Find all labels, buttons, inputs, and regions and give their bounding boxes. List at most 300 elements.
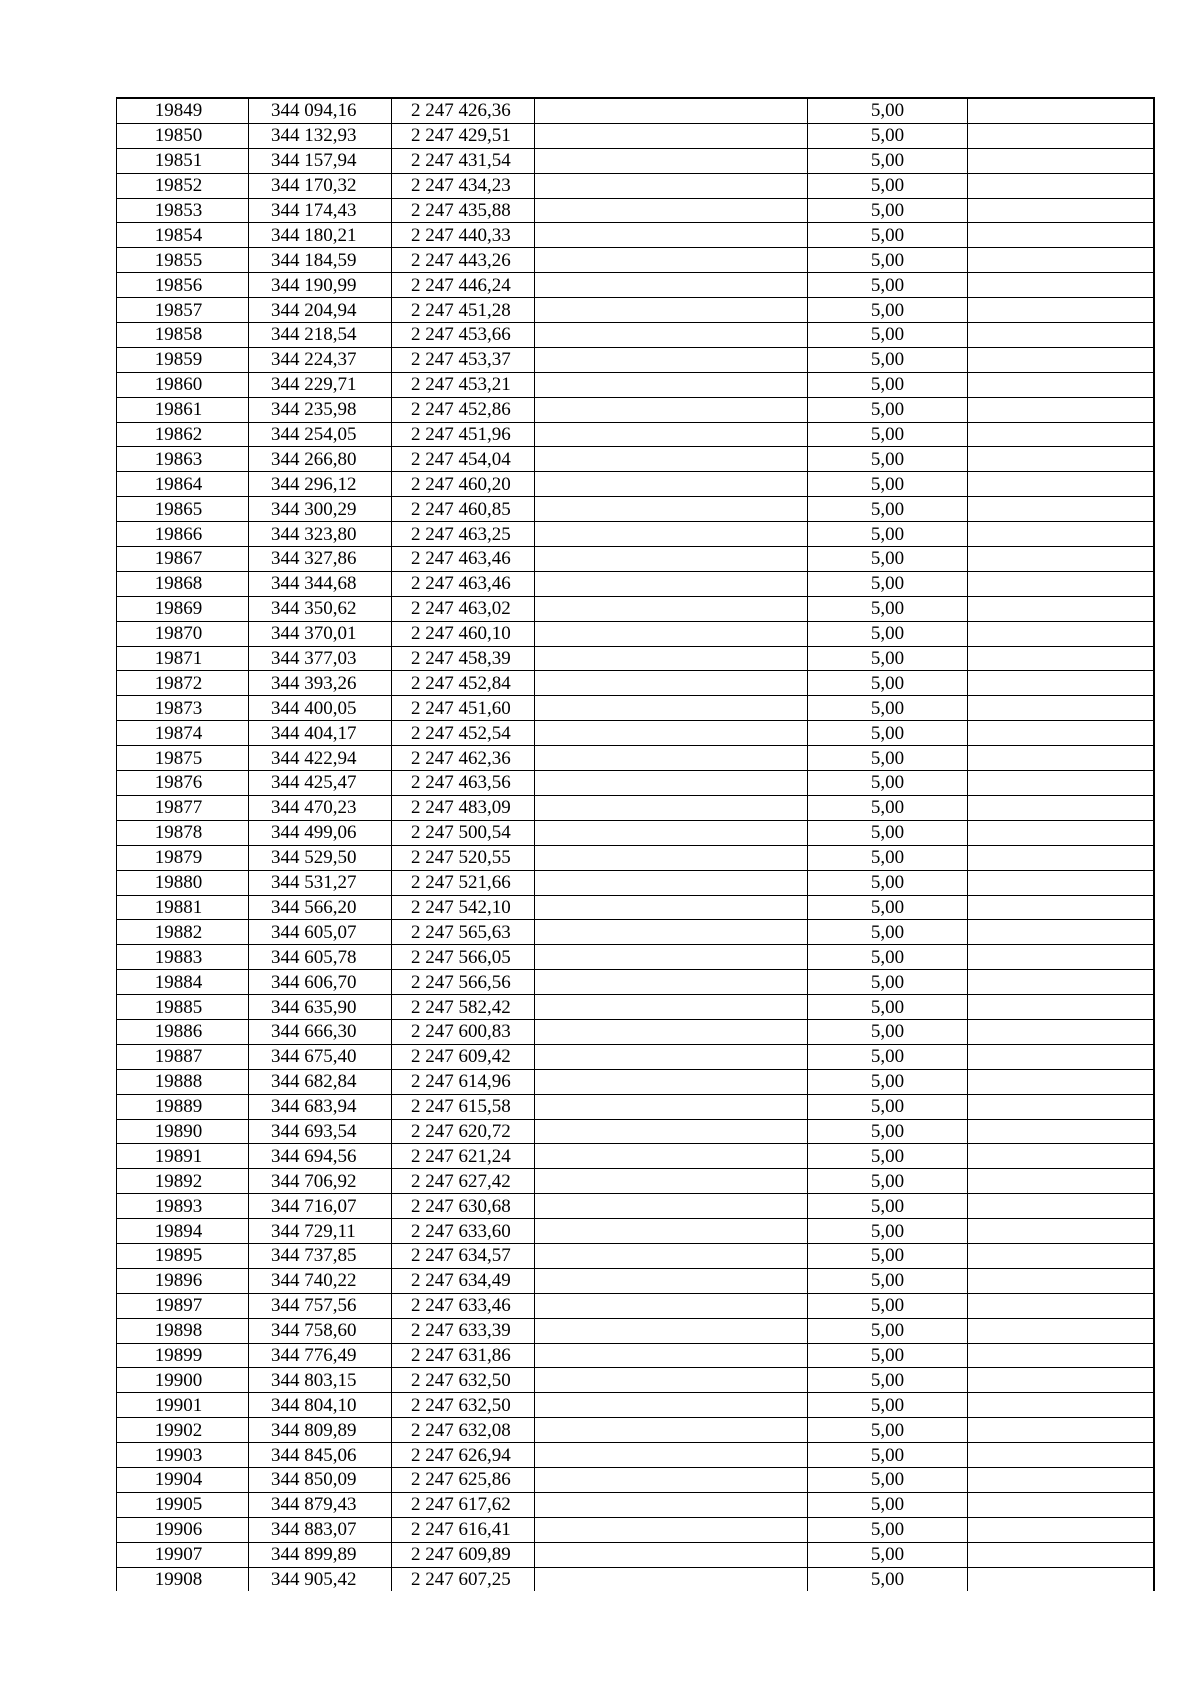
y-coordinate-cell: 2 247 520,55 (392, 845, 535, 870)
value-cell: 5,00 (808, 547, 968, 572)
y-coordinate-cell: 2 247 633,60 (392, 1219, 535, 1244)
y-coordinate-cell: 2 247 600,83 (392, 1019, 535, 1044)
table-row (117, 1044, 1154, 1069)
empty-cell (968, 970, 1154, 995)
empty-cell (535, 198, 808, 223)
value-cell: 5,00 (808, 795, 968, 820)
empty-cell (535, 1044, 808, 1069)
x-coordinate-cell: 344 470,23 (249, 795, 392, 820)
point-number-cell: 19865 (117, 497, 249, 522)
table-row (117, 173, 1154, 198)
point-number-cell: 19897 (117, 1293, 249, 1318)
empty-cell (968, 347, 1154, 372)
point-number-cell: 19879 (117, 845, 249, 870)
empty-cell (535, 646, 808, 671)
x-coordinate-cell: 344 666,30 (249, 1019, 392, 1044)
x-coordinate-cell: 344 190,99 (249, 273, 392, 298)
table-row (117, 1443, 1154, 1468)
point-number-cell: 19893 (117, 1194, 249, 1219)
y-coordinate-cell: 2 247 453,66 (392, 323, 535, 348)
point-number-cell: 19904 (117, 1467, 249, 1492)
empty-cell (968, 1194, 1154, 1219)
empty-cell (535, 298, 808, 323)
x-coordinate-cell: 344 174,43 (249, 198, 392, 223)
empty-cell (968, 1119, 1154, 1144)
table-row (117, 497, 1154, 522)
value-cell: 5,00 (808, 1243, 968, 1268)
table-row (117, 1219, 1154, 1244)
empty-cell (968, 1418, 1154, 1443)
empty-cell (968, 1144, 1154, 1169)
value-cell: 5,00 (808, 895, 968, 920)
empty-cell (968, 1517, 1154, 1542)
table-row (117, 298, 1154, 323)
y-coordinate-cell: 2 247 443,26 (392, 248, 535, 273)
x-coordinate-cell: 344 229,71 (249, 372, 392, 397)
x-coordinate-cell: 344 218,54 (249, 323, 392, 348)
y-coordinate-cell: 2 247 630,68 (392, 1194, 535, 1219)
x-coordinate-cell: 344 529,50 (249, 845, 392, 870)
empty-cell (968, 1492, 1154, 1517)
empty-cell (535, 870, 808, 895)
value-cell: 5,00 (808, 1119, 968, 1144)
y-coordinate-cell: 2 247 463,56 (392, 771, 535, 796)
table-row (117, 596, 1154, 621)
value-cell: 5,00 (808, 1492, 968, 1517)
x-coordinate-cell: 344 776,49 (249, 1343, 392, 1368)
table-row (117, 372, 1154, 397)
x-coordinate-cell: 344 850,09 (249, 1467, 392, 1492)
point-number-cell: 19895 (117, 1243, 249, 1268)
value-cell: 5,00 (808, 422, 968, 447)
x-coordinate-cell: 344 905,42 (249, 1567, 392, 1591)
empty-cell (968, 148, 1154, 173)
y-coordinate-cell: 2 247 460,10 (392, 621, 535, 646)
point-number-cell: 19862 (117, 422, 249, 447)
empty-cell (535, 1268, 808, 1293)
empty-cell (535, 1542, 808, 1567)
point-number-cell: 19889 (117, 1094, 249, 1119)
empty-cell (535, 1119, 808, 1144)
x-coordinate-cell: 344 300,29 (249, 497, 392, 522)
value-cell: 5,00 (808, 845, 968, 870)
point-number-cell: 19900 (117, 1368, 249, 1393)
x-coordinate-cell: 344 235,98 (249, 397, 392, 422)
x-coordinate-cell: 344 393,26 (249, 671, 392, 696)
empty-cell (968, 123, 1154, 148)
empty-cell (535, 522, 808, 547)
x-coordinate-cell: 344 350,62 (249, 596, 392, 621)
empty-cell (968, 621, 1154, 646)
point-number-cell: 19866 (117, 522, 249, 547)
value-cell: 5,00 (808, 472, 968, 497)
empty-cell (968, 596, 1154, 621)
y-coordinate-cell: 2 247 483,09 (392, 795, 535, 820)
empty-cell (968, 273, 1154, 298)
empty-cell (535, 273, 808, 298)
empty-cell (535, 1467, 808, 1492)
table-row (117, 422, 1154, 447)
y-coordinate-cell: 2 247 565,63 (392, 920, 535, 945)
table-row (117, 1418, 1154, 1443)
table-row (117, 397, 1154, 422)
table-row (117, 472, 1154, 497)
empty-cell (535, 571, 808, 596)
point-number-cell: 19884 (117, 970, 249, 995)
x-coordinate-cell: 344 400,05 (249, 696, 392, 721)
x-coordinate-cell: 344 693,54 (249, 1119, 392, 1144)
empty-cell (535, 1169, 808, 1194)
table-row (117, 547, 1154, 572)
empty-cell (968, 323, 1154, 348)
x-coordinate-cell: 344 254,05 (249, 422, 392, 447)
table-row (117, 845, 1154, 870)
empty-cell (968, 173, 1154, 198)
value-cell: 5,00 (808, 920, 968, 945)
table-row (117, 945, 1154, 970)
point-number-cell: 19887 (117, 1044, 249, 1069)
table-row (117, 1194, 1154, 1219)
empty-cell (535, 148, 808, 173)
empty-cell (535, 1343, 808, 1368)
y-coordinate-cell: 2 247 625,86 (392, 1467, 535, 1492)
y-coordinate-cell: 2 247 463,02 (392, 596, 535, 621)
empty-cell (968, 1094, 1154, 1119)
table-row (117, 1119, 1154, 1144)
table-row (117, 1318, 1154, 1343)
y-coordinate-cell: 2 247 542,10 (392, 895, 535, 920)
x-coordinate-cell: 344 737,85 (249, 1243, 392, 1268)
empty-cell (535, 1443, 808, 1468)
value-cell: 5,00 (808, 298, 968, 323)
empty-cell (968, 870, 1154, 895)
empty-cell (535, 173, 808, 198)
y-coordinate-cell: 2 247 566,05 (392, 945, 535, 970)
empty-cell (968, 696, 1154, 721)
x-coordinate-cell: 344 899,89 (249, 1542, 392, 1567)
value-cell: 5,00 (808, 571, 968, 596)
x-coordinate-cell: 344 323,80 (249, 522, 392, 547)
empty-cell (968, 795, 1154, 820)
point-number-cell: 19891 (117, 1144, 249, 1169)
empty-cell (535, 1567, 808, 1591)
x-coordinate-cell: 344 845,06 (249, 1443, 392, 1468)
y-coordinate-cell: 2 247 463,46 (392, 547, 535, 572)
empty-cell (535, 422, 808, 447)
empty-cell (535, 447, 808, 472)
empty-cell (535, 223, 808, 248)
point-number-cell: 19875 (117, 746, 249, 771)
table-row (117, 1368, 1154, 1393)
value-cell: 5,00 (808, 223, 968, 248)
x-coordinate-cell: 344 422,94 (249, 746, 392, 771)
point-number-cell: 19896 (117, 1268, 249, 1293)
x-coordinate-cell: 344 606,70 (249, 970, 392, 995)
y-coordinate-cell: 2 247 621,24 (392, 1144, 535, 1169)
table-row (117, 98, 1154, 123)
value-cell: 5,00 (808, 1169, 968, 1194)
empty-cell (535, 746, 808, 771)
table-row (117, 1019, 1154, 1044)
y-coordinate-cell: 2 247 458,39 (392, 646, 535, 671)
x-coordinate-cell: 344 757,56 (249, 1293, 392, 1318)
y-coordinate-cell: 2 247 627,42 (392, 1169, 535, 1194)
empty-cell (535, 123, 808, 148)
y-coordinate-cell: 2 247 634,57 (392, 1243, 535, 1268)
y-coordinate-cell: 2 247 626,94 (392, 1443, 535, 1468)
y-coordinate-cell: 2 247 453,21 (392, 372, 535, 397)
y-coordinate-cell: 2 247 632,50 (392, 1393, 535, 1418)
empty-cell (968, 721, 1154, 746)
table-row (117, 522, 1154, 547)
y-coordinate-cell: 2 247 632,08 (392, 1418, 535, 1443)
value-cell: 5,00 (808, 1567, 968, 1591)
table-row (117, 771, 1154, 796)
y-coordinate-cell: 2 247 632,50 (392, 1368, 535, 1393)
x-coordinate-cell: 344 170,32 (249, 173, 392, 198)
point-number-cell: 19878 (117, 820, 249, 845)
table-row (117, 198, 1154, 223)
value-cell: 5,00 (808, 995, 968, 1020)
value-cell: 5,00 (808, 522, 968, 547)
value-cell: 5,00 (808, 1418, 968, 1443)
table-row (117, 696, 1154, 721)
y-coordinate-cell: 2 247 582,42 (392, 995, 535, 1020)
empty-cell (535, 1418, 808, 1443)
x-coordinate-cell: 344 675,40 (249, 1044, 392, 1069)
x-coordinate-cell: 344 370,01 (249, 621, 392, 646)
empty-cell (968, 447, 1154, 472)
value-cell: 5,00 (808, 198, 968, 223)
empty-cell (968, 571, 1154, 596)
empty-cell (968, 198, 1154, 223)
empty-cell (968, 1019, 1154, 1044)
empty-cell (535, 347, 808, 372)
value-cell: 5,00 (808, 1368, 968, 1393)
table-row (117, 1467, 1154, 1492)
table-row (117, 248, 1154, 273)
y-coordinate-cell: 2 247 435,88 (392, 198, 535, 223)
x-coordinate-cell: 344 224,37 (249, 347, 392, 372)
empty-cell (535, 1094, 808, 1119)
value-cell: 5,00 (808, 820, 968, 845)
point-number-cell: 19877 (117, 795, 249, 820)
empty-cell (968, 223, 1154, 248)
table-row (117, 795, 1154, 820)
x-coordinate-cell: 344 694,56 (249, 1144, 392, 1169)
point-number-cell: 19859 (117, 347, 249, 372)
y-coordinate-cell: 2 247 454,04 (392, 447, 535, 472)
x-coordinate-cell: 344 566,20 (249, 895, 392, 920)
y-coordinate-cell: 2 247 617,62 (392, 1492, 535, 1517)
point-number-cell: 19885 (117, 995, 249, 1020)
table-row (117, 323, 1154, 348)
table-row (117, 870, 1154, 895)
x-coordinate-cell: 344 327,86 (249, 547, 392, 572)
value-cell: 5,00 (808, 721, 968, 746)
y-coordinate-cell: 2 247 609,89 (392, 1542, 535, 1567)
point-number-cell: 19850 (117, 123, 249, 148)
x-coordinate-cell: 344 758,60 (249, 1318, 392, 1343)
point-number-cell: 19863 (117, 447, 249, 472)
empty-cell (535, 1219, 808, 1244)
table-row (117, 347, 1154, 372)
empty-cell (535, 795, 808, 820)
empty-cell (535, 820, 808, 845)
value-cell: 5,00 (808, 372, 968, 397)
y-coordinate-cell: 2 247 607,25 (392, 1567, 535, 1591)
empty-cell (968, 1443, 1154, 1468)
value-cell: 5,00 (808, 1268, 968, 1293)
x-coordinate-cell: 344 804,10 (249, 1393, 392, 1418)
y-coordinate-cell: 2 247 431,54 (392, 148, 535, 173)
empty-cell (535, 1243, 808, 1268)
empty-cell (535, 771, 808, 796)
value-cell: 5,00 (808, 1094, 968, 1119)
x-coordinate-cell: 344 879,43 (249, 1492, 392, 1517)
empty-cell (968, 1343, 1154, 1368)
point-number-cell: 19867 (117, 547, 249, 572)
empty-cell (968, 1243, 1154, 1268)
value-cell: 5,00 (808, 1219, 968, 1244)
y-coordinate-cell: 2 247 451,96 (392, 422, 535, 447)
x-coordinate-cell: 344 094,16 (249, 98, 392, 123)
y-coordinate-cell: 2 247 566,56 (392, 970, 535, 995)
x-coordinate-cell: 344 729,11 (249, 1219, 392, 1244)
table-row (117, 1517, 1154, 1542)
point-number-cell: 19855 (117, 248, 249, 273)
empty-cell (535, 497, 808, 522)
point-number-cell: 19876 (117, 771, 249, 796)
x-coordinate-cell: 344 682,84 (249, 1069, 392, 1094)
value-cell: 5,00 (808, 397, 968, 422)
y-coordinate-cell: 2 247 620,72 (392, 1119, 535, 1144)
empty-cell (535, 671, 808, 696)
empty-cell (968, 1318, 1154, 1343)
empty-cell (968, 845, 1154, 870)
y-coordinate-cell: 2 247 462,36 (392, 746, 535, 771)
empty-cell (968, 422, 1154, 447)
x-coordinate-cell: 344 883,07 (249, 1517, 392, 1542)
value-cell: 5,00 (808, 621, 968, 646)
empty-cell (968, 397, 1154, 422)
empty-cell (968, 372, 1154, 397)
empty-cell (535, 995, 808, 1020)
empty-cell (968, 1542, 1154, 1567)
y-coordinate-cell: 2 247 614,96 (392, 1069, 535, 1094)
point-number-cell: 19872 (117, 671, 249, 696)
point-number-cell: 19905 (117, 1492, 249, 1517)
point-number-cell: 19873 (117, 696, 249, 721)
empty-cell (968, 1393, 1154, 1418)
value-cell: 5,00 (808, 1318, 968, 1343)
y-coordinate-cell: 2 247 453,37 (392, 347, 535, 372)
x-coordinate-cell: 344 740,22 (249, 1268, 392, 1293)
y-coordinate-cell: 2 247 446,24 (392, 273, 535, 298)
coordinates-table-body (117, 98, 1154, 1591)
y-coordinate-cell: 2 247 500,54 (392, 820, 535, 845)
value-cell: 5,00 (808, 1069, 968, 1094)
x-coordinate-cell: 344 266,80 (249, 447, 392, 472)
empty-cell (535, 1393, 808, 1418)
y-coordinate-cell: 2 247 426,36 (392, 98, 535, 123)
coordinates-table (116, 97, 1155, 1591)
point-number-cell: 19903 (117, 1443, 249, 1468)
point-number-cell: 19906 (117, 1517, 249, 1542)
y-coordinate-cell: 2 247 451,60 (392, 696, 535, 721)
point-number-cell: 19892 (117, 1169, 249, 1194)
y-coordinate-cell: 2 247 429,51 (392, 123, 535, 148)
y-coordinate-cell: 2 247 633,46 (392, 1293, 535, 1318)
empty-cell (535, 621, 808, 646)
y-coordinate-cell: 2 247 615,58 (392, 1094, 535, 1119)
value-cell: 5,00 (808, 771, 968, 796)
point-number-cell: 19890 (117, 1119, 249, 1144)
empty-cell (968, 1219, 1154, 1244)
table-row (117, 1542, 1154, 1567)
empty-cell (535, 696, 808, 721)
point-number-cell: 19899 (117, 1343, 249, 1368)
value-cell: 5,00 (808, 1293, 968, 1318)
empty-cell (968, 248, 1154, 273)
table-row (117, 970, 1154, 995)
empty-cell (968, 1169, 1154, 1194)
table-row (117, 1492, 1154, 1517)
empty-cell (968, 1044, 1154, 1069)
value-cell: 5,00 (808, 1019, 968, 1044)
value-cell: 5,00 (808, 248, 968, 273)
x-coordinate-cell: 344 683,94 (249, 1094, 392, 1119)
table-row (117, 1243, 1154, 1268)
empty-cell (535, 248, 808, 273)
empty-cell (535, 970, 808, 995)
empty-cell (968, 771, 1154, 796)
empty-cell (968, 646, 1154, 671)
value-cell: 5,00 (808, 970, 968, 995)
table-row (117, 746, 1154, 771)
value-cell: 5,00 (808, 323, 968, 348)
empty-cell (535, 98, 808, 123)
x-coordinate-cell: 344 803,15 (249, 1368, 392, 1393)
table-row (117, 621, 1154, 646)
empty-cell (968, 746, 1154, 771)
point-number-cell: 19870 (117, 621, 249, 646)
x-coordinate-cell: 344 425,47 (249, 771, 392, 796)
table-row (117, 223, 1154, 248)
value-cell: 5,00 (808, 347, 968, 372)
empty-cell (535, 1194, 808, 1219)
empty-cell (968, 920, 1154, 945)
y-coordinate-cell: 2 247 452,86 (392, 397, 535, 422)
empty-cell (968, 547, 1154, 572)
y-coordinate-cell: 2 247 451,28 (392, 298, 535, 323)
x-coordinate-cell: 344 296,12 (249, 472, 392, 497)
empty-cell (535, 1293, 808, 1318)
x-coordinate-cell: 344 605,78 (249, 945, 392, 970)
y-coordinate-cell: 2 247 460,85 (392, 497, 535, 522)
empty-cell (535, 472, 808, 497)
empty-cell (968, 1467, 1154, 1492)
empty-cell (968, 522, 1154, 547)
empty-cell (535, 845, 808, 870)
x-coordinate-cell: 344 809,89 (249, 1418, 392, 1443)
empty-cell (535, 323, 808, 348)
point-number-cell: 19852 (117, 173, 249, 198)
point-number-cell: 19871 (117, 646, 249, 671)
value-cell: 5,00 (808, 945, 968, 970)
table-row (117, 1393, 1154, 1418)
point-number-cell: 19849 (117, 98, 249, 123)
